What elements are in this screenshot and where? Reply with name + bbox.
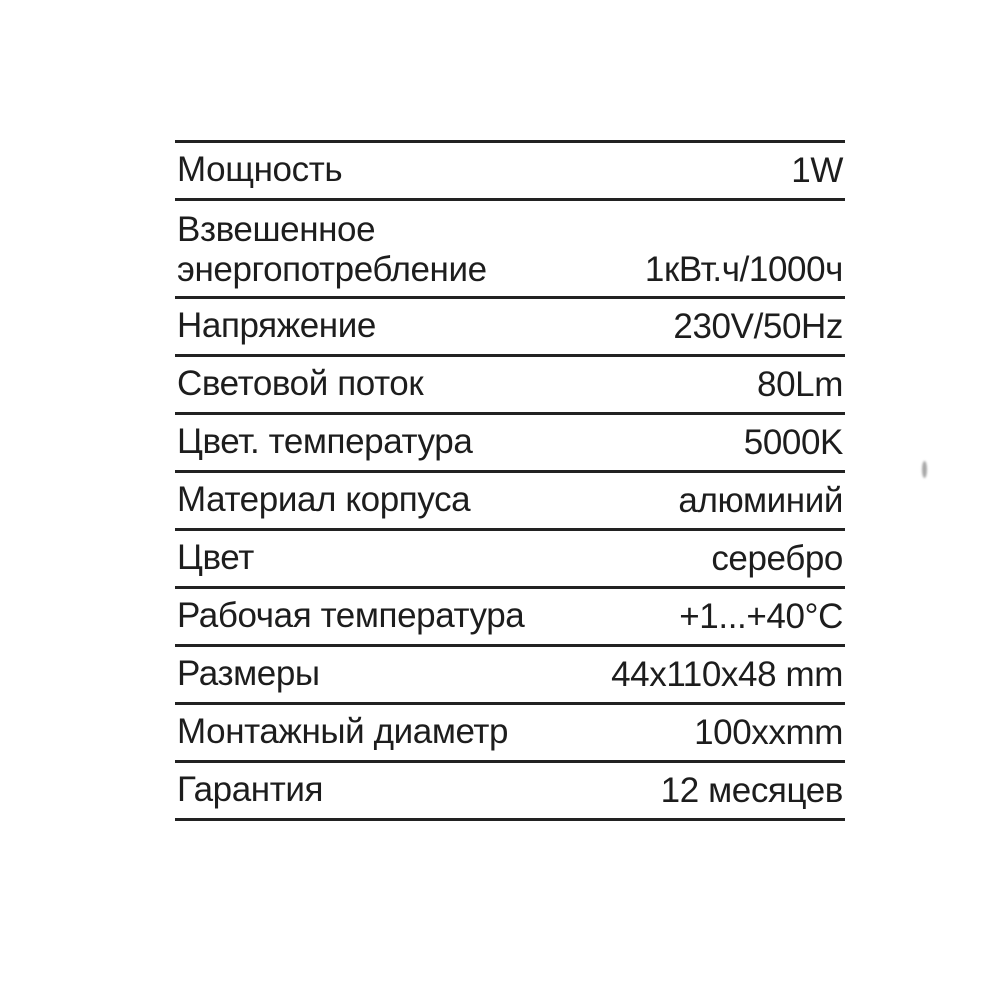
spec-value: +1...+40°C (679, 596, 843, 636)
table-row (175, 299, 845, 357)
spec-value: 1кВт.ч/1000ч (644, 250, 843, 289)
table-row (175, 705, 845, 763)
spec-value: алюминий (678, 480, 843, 520)
spec-value: серебро (711, 538, 843, 578)
spec-value: 5000K (743, 422, 843, 462)
table-row (175, 473, 845, 531)
smudge-artifact (922, 461, 927, 478)
table-row (175, 589, 845, 647)
spec-label: Взвешенное энергопотребление (177, 209, 487, 289)
spec-label: Световой поток (177, 364, 424, 404)
table-row (175, 647, 845, 705)
table-row (175, 201, 845, 299)
spec-label: Цвет (177, 538, 254, 578)
spec-value: 44x110x48 mm (611, 654, 843, 694)
spec-value: 230V/50Hz (673, 306, 843, 346)
spec-label: Гарантия (177, 770, 324, 810)
spec-label: Напряжение (177, 306, 376, 346)
spec-label: Цвет. температура (177, 422, 473, 462)
spec-value: 1W (791, 150, 843, 190)
spec-value: 100xxmm (694, 712, 843, 752)
table-row (175, 357, 845, 415)
spec-value: 12 месяцев (660, 770, 843, 810)
spec-value: 80Lm (757, 364, 843, 404)
spec-label: Мощность (177, 150, 343, 190)
spec-label: Монтажный диаметр (177, 712, 509, 752)
spec-label: Размеры (177, 654, 320, 694)
table-row (175, 143, 845, 201)
table-row (175, 415, 845, 473)
spec-label: Материал корпуса (177, 480, 471, 520)
table-row (175, 763, 845, 821)
spec-label: Рабочая температура (177, 596, 525, 636)
table-row (175, 531, 845, 589)
spec-table (175, 140, 845, 821)
